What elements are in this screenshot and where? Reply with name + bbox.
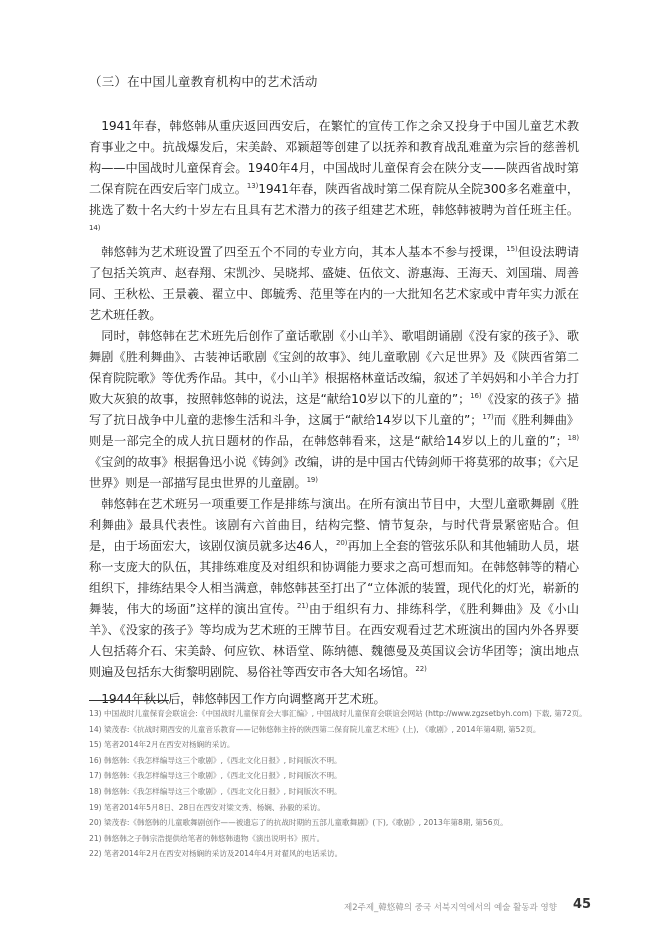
footnote: 18) 韩悠韩:《我怎样编导这三个歌剧》,《西北文化日报》, 时间版次不明。 — [89, 786, 342, 796]
footnote-separator — [89, 700, 169, 701]
footnote-ref: 15) — [506, 244, 518, 253]
body-paragraph — [89, 326, 579, 494]
paragraph-text: 《没家的孩子》描写了抗日战争中儿童的悲惨生活和斗争，这属于“献给14岁以下儿童的”； — [89, 392, 580, 427]
footnote: 21) 韩悠韩之子韩宗浩提供给笔者的韩悠韩遗物《演出说明书》照片。 — [89, 833, 325, 843]
footnote-ref: 18) — [567, 433, 579, 442]
paragraph-text: 由于组织有力、排练科学，《胜利舞曲》及《小山羊》、《没家的孩子》等均成为艺术班的王牌节目。在西安观看过艺术班演出的国内外各界要人包括蒋介石、宋美龄、何应钦、林语堂、陈纳德、魏德曼及英国议会访华团等；演出地点则遍及包括东大街黎明剧院、易俗社等西安市各大知名场馆。 — [89, 602, 580, 679]
body-paragraph — [89, 494, 579, 683]
footnote-ref: 22) — [415, 664, 427, 673]
body-paragraph — [89, 116, 579, 242]
paragraph-text: 《宝剑的故事》根据鲁迅小说《铸剑》改编，讲的是中国古代铸剑师干将莫邪的故事；《六足世界》则是一部描写昆虫世界的儿童剧。 — [89, 455, 579, 490]
footnote-ref: 16) — [470, 391, 482, 400]
body-paragraph — [89, 242, 579, 326]
paragraph-text: 1941年春，陕西省战时第二保育院从全院300多名难童中，挑选了数十名大约十岁左右且具有艺术潜力的孩子组建艺术班，韩悠韩被聘为首任班主任。 — [89, 182, 580, 217]
paragraph-text: 同时，韩悠韩在艺术班先后创作了童话歌剧《小山羊》、歌唱朗诵剧《没有家的孩子》、歌舞剧《胜利舞曲》、古装神话歌剧《宝剑的故事》、纯儿童歌剧《六足世界》及《陕西省第二保育院院歌》等优秀作品。其中，《小山羊》根据格林童话改编，叙述了羊妈妈和小羊合力打败大灰狼的故事，按照韩悠韩的说法，这是“献给10岁以下的儿童的”； — [89, 329, 579, 406]
footnotes — [89, 706, 589, 862]
footnote: 14) 梁茂春:《抗战时期西安的儿童音乐教育——记韩悠韩主持的陕西第二保育院儿童艺术班》(上), 《歌剧》, 2014年第4期, 第52页。 — [89, 724, 541, 734]
footnote: 15) 笔者2014年2月在西安对杨娴的采访。 — [89, 740, 235, 750]
footnote-ref: 13) — [246, 181, 259, 190]
paragraph-text: 1941年春，韩悠韩从重庆返回西安后，在繁忙的宣传工作之余又投身于中国儿童艺术教育事业之中。抗战爆发后，宋美龄、邓颖超等创建了以抚养和教育战乱难童为宗旨的慈善机构——中国战时儿童保育会。1940年4月，中国战时儿童保育会在陕分支——陕西省战时第二保育院在西安后宰门成立。 — [89, 119, 579, 196]
footnote-ref: 17) — [482, 412, 494, 421]
paragraph-text: 但设法聘请了包括关筑声、赵春翔、宋凯沙、吴晓邦、盛婕、伍依文、游惠海、王海天、刘国瑞、周善同、王秋松、王景羲、翟立中、郎毓秀、范里等在内的一大批知名艺术家或中青年实力派在艺术班任教。 — [89, 245, 580, 322]
paragraph-text: 韩悠韩在艺术班另一项重要工作是排练与演出。在所有演出节目中，大型儿童歌舞剧《胜利舞曲》最具代表性。该剧有六首曲目，结构完整、情节复杂，与时代背景紧密贴合。但是，由于场面宏大，该剧仅演员就多达46人， — [89, 497, 579, 553]
footnote-ref: 14) — [89, 223, 101, 232]
page-number: 45 — [573, 897, 592, 912]
running-footer: 제2주제_韓悠韓의 중국 서북지역에서의 예술 활동과 영향 — [344, 903, 557, 913]
paragraph-text: 韩悠韩为艺术班设置了四至五个不同的专业方向，其本人基本不参与授课， — [101, 245, 507, 259]
footnote: 16) 韩悠韩:《我怎样编导这三个歌剧》,《西北文化日报》, 时间版次不明。 — [89, 755, 342, 765]
footnote: 19) 笔者2014年5月8日、28日在西安对梁文秀、杨娴、孙毅的采访。 — [89, 802, 325, 812]
footnote: 20) 梁茂春:《韩悠韩的儿童歌舞剧创作——被遗忘了的抗战时期的五部儿童歌舞剧》(下),《歌剧》, 2013年第8期, 第56页。 — [89, 818, 508, 828]
section-heading: （三）在中国儿童教育机构中的艺术活动 — [89, 74, 318, 89]
footnote-ref: 19) — [306, 475, 318, 484]
footnote: 22) 笔者2014年2月在西安对杨娴的采访及2014年4月对翟风的电话采访。 — [89, 849, 343, 859]
footnote-ref: 20) — [336, 538, 348, 547]
paragraph-text: 再加上全套的管弦乐队和其他辅助人员，堪称一支庞大的队伍，其排练难度及对组织和协调能力要求之高可想而知。在韩悠韩等的精心组织下，排练结果令人相当满意，韩悠韩甚至打出了“立体派的装置，现代化的灯光，崭新的舞装，伟大的场面”这样的演出宣传。 — [89, 539, 579, 616]
footnote: 13) 中国战时儿童保育会联谊会:《中国战时儿童保育会大事汇编》, 中国战时儿童保育会联谊会网站 (http://www.zgzsetbyh.com) 下载, 第72页。 — [89, 709, 587, 718]
paragraph-text: 而《胜利舞曲》则是一部完全的成人抗日题材的作品，在韩悠韩看来，这是“献给14岁以上的儿童的”； — [89, 413, 579, 448]
footnote-ref: 21) — [297, 601, 309, 610]
footnote: 17) 韩悠韩:《我怎样编导这三个歌剧》,《西北文化日报》, 时间版次不明。 — [89, 771, 342, 781]
paragraph-text: 1944年秋以后，韩悠韩因工作方向调整离开艺术班。 — [101, 692, 386, 706]
body-text — [89, 116, 579, 710]
